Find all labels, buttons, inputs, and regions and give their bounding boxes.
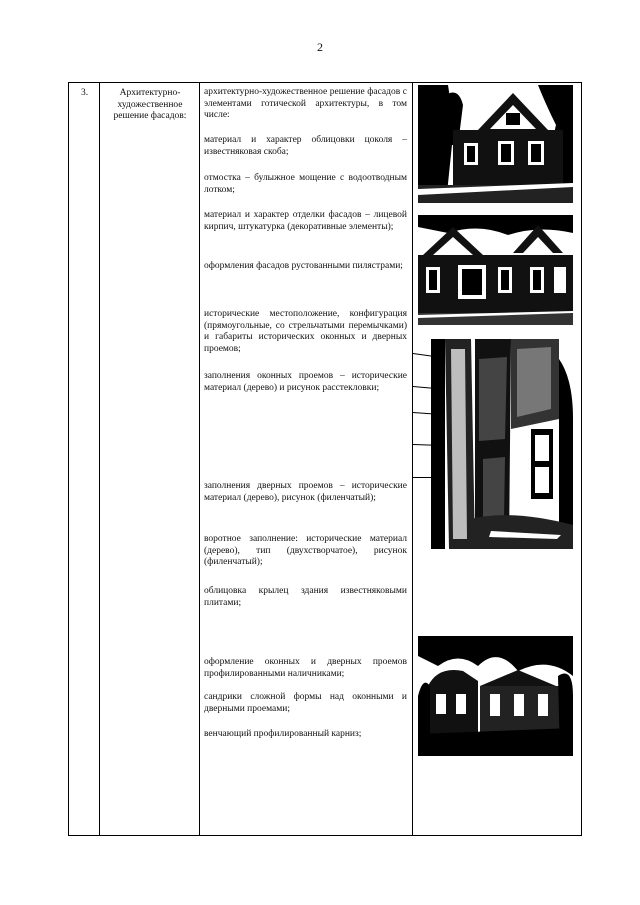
description-item: оформления фасадов рустованными пилястрами; [204,261,403,271]
section-title: Архитектурно-художественное решение фасадов: [113,88,187,121]
description-item: воротное заполнение: исторические материал (дерево), тип (двухстворчатое), рисунок (филенчатый); [204,534,407,567]
facade-photo [418,85,573,203]
description-item: сандрики сложной формы над оконными и дверными проемами; [204,692,407,714]
description-item: заполнения оконных проемов – исторические материал (дерево) и рисунок расстекловки; [204,371,407,393]
description-item: оформление оконных и дверных проемов профилированными наличниками; [204,657,407,679]
column-divider [99,83,100,835]
door-detail-photo [431,339,573,549]
description-item: материал и характер облицовки цоколя – известняковая скоба; [204,135,407,157]
column-divider [199,83,200,835]
description-item: отмостка – булыжное мощение с водоотводным лотком; [204,173,407,195]
facade-photo [418,215,573,325]
column-divider [412,83,413,835]
description-item: заполнения дверных проемов – исторические материал (дерево), рисунок (филенчатый); [204,481,407,503]
leader-line [413,444,443,446]
leader-line [413,477,443,478]
description-item: архитектурно-художественное решение фасадов с элементами готической архитектуры, в том числе: [204,87,407,120]
description-item: венчающий профилированный карниз; [204,729,362,739]
row-number: 3. [81,88,89,98]
description-item: материал и характер отделки фасадов – лицевой кирпич, штукатурка (декоративные элементы); [204,210,407,232]
facade-photo [418,636,573,756]
page-number: 2 [317,40,323,54]
description-item: облицовка крылец здания известняковыми плитами; [204,586,407,608]
facade-table [68,82,582,836]
description-item: исторические местоположение, конфигурация (прямоугольные, со стрельчатыми перемычками) и габариты исторических оконных и дверных проемов; [204,309,407,354]
